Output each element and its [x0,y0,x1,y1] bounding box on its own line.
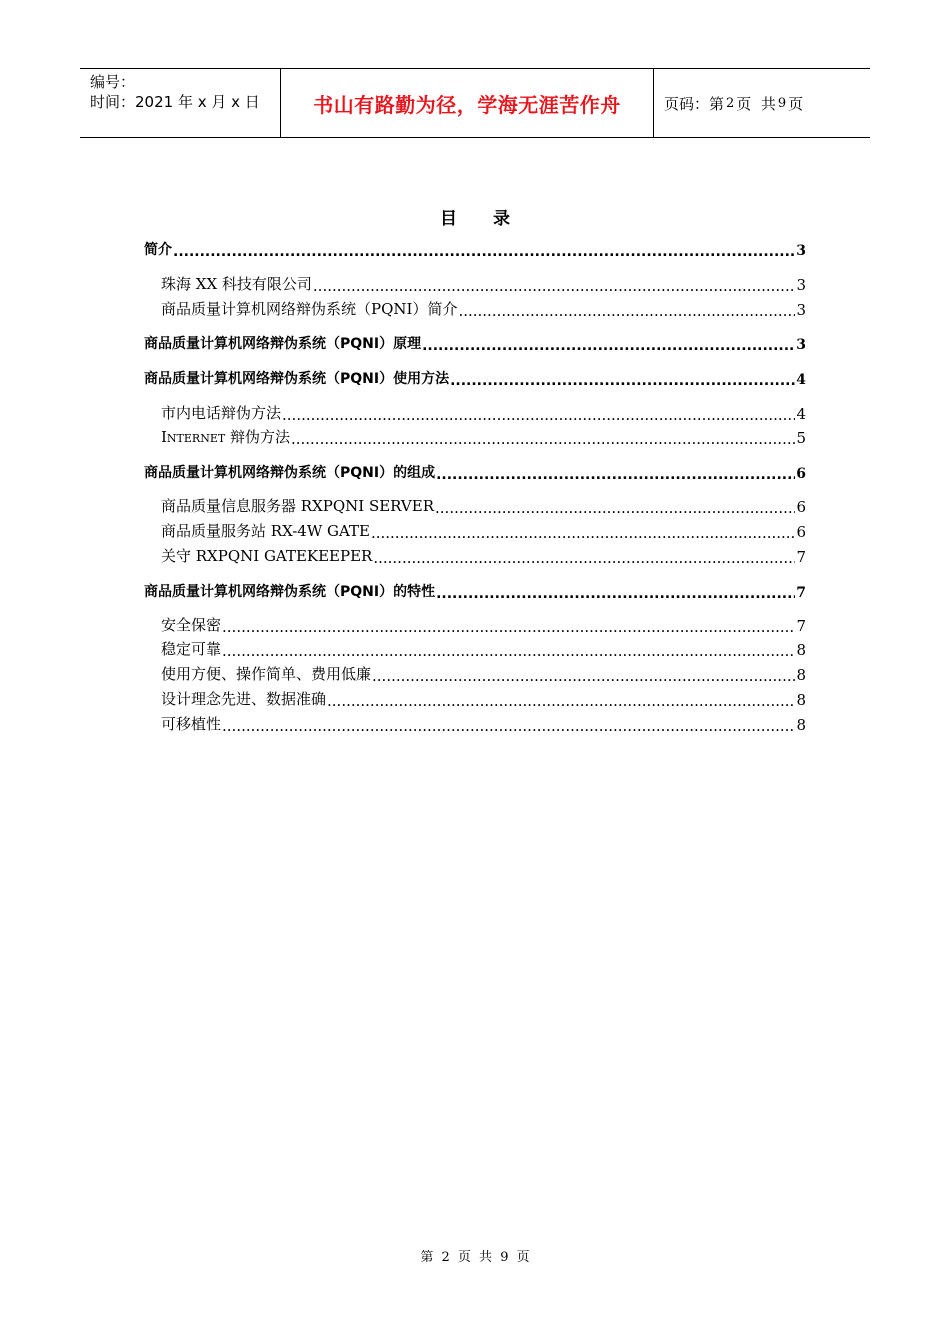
toc-entry[interactable] [161,519,806,541]
toc-leader-dots [313,279,796,294]
toc-entry-page: 3 [796,243,806,259]
toc-leader-dots [282,408,795,423]
toc-entry-text: 使用方便、操作简单、费用低廉 [161,665,372,683]
toc-entry-text: 商品质量信息服务器 RXPQNI SERVER [161,497,435,515]
toc-entry-page: 8 [796,691,806,709]
toc-entry-page: 7 [796,617,806,635]
toc-leader-dots [222,620,795,635]
toc-entry-page: 3 [796,276,806,294]
toc-leader-dots [436,468,795,482]
toc-leader-dots [458,304,795,319]
toc-entry-text: 商品质量计算机网络辩伪系统（PQNI）的特性 [144,584,436,600]
toc-entry[interactable] [144,460,806,482]
toc-title: 目录 [440,209,546,229]
toc-leader-dots [371,526,795,541]
toc-leader-dots [373,551,795,566]
toc-entry-page: 8 [796,666,806,684]
document-time-label: 时间：2021 年 x 月 x 日 [90,93,260,111]
page-suffix: 页 [788,94,804,113]
toc-entry-text: 稳定可靠 [161,640,222,658]
toc-leader-dots [450,374,795,388]
toc-entry-page: 4 [796,372,806,388]
toc-entry-text: 安全保密 [161,616,222,634]
toc-entry[interactable] [144,237,806,259]
toc-entry[interactable] [161,401,806,423]
page-current: 2 [726,95,735,111]
toc-leader-dots [291,432,795,447]
toc-entry-text: 可移植性 [161,715,222,733]
toc-entry-page: 3 [796,301,806,319]
header-motto-cell [281,69,654,137]
toc-entry[interactable] [161,425,806,447]
toc-entry[interactable] [161,662,806,684]
toc-entry-text: 商品质量计算机网络辩伪系统（PQNI）的组成 [144,465,436,481]
page-prefix: 页码：第 [664,94,725,113]
toc-leader-dots [422,339,795,353]
toc-entry[interactable] [161,297,806,319]
toc-leader-dots [222,719,795,734]
page-total: 9 [777,95,787,111]
toc-entry-page: 3 [796,337,806,353]
toc-leader-dots [222,644,795,659]
header-page-info [654,69,870,137]
header-meta [80,69,281,137]
page-header [80,68,870,138]
toc-leader-dots [173,245,795,259]
toc-entry-text: 商品质量计算机网络辩伪系统（PQNI）简介 [161,300,458,318]
toc-entry-text: 简介 [144,242,172,258]
toc-leader-dots [436,587,795,601]
toc-entry[interactable] [144,579,806,601]
toc-entry[interactable] [161,712,806,734]
toc-leader-dots [327,694,795,709]
toc-entry[interactable] [144,331,806,353]
toc-entry-page: 6 [796,523,806,541]
toc-entry[interactable] [161,494,806,516]
toc-entry-page: 5 [796,429,806,447]
toc-entry-text: 商品质量计算机网络辩伪系统（PQNI）原理 [144,336,422,352]
page-footer: 第 2 页 共 9 页 [420,1250,530,1265]
page-mid: 页 共 [736,94,776,113]
header-motto: 书山有路勤为径，学海无涯苦作舟 [313,92,621,117]
toc-entry-page: 7 [796,548,806,566]
toc-entry-text: 商品质量服务站 RX-4W GATE [161,522,370,540]
toc-entry-page: 8 [796,641,806,659]
toc-entry-page: 6 [796,498,806,516]
toc-entry-page: 4 [796,405,806,423]
toc-entry[interactable] [161,637,806,659]
toc-entry[interactable] [144,366,806,388]
toc-entry[interactable] [161,687,806,709]
toc-entry-text: Internet 辩伪方法 [161,428,290,446]
toc-entry-text: 关守 RXPQNI GATEKEEPER [161,547,373,565]
toc-leader-dots [372,669,795,684]
toc-entry[interactable] [161,544,806,566]
toc-entry-text: 市内电话辩伪方法 [161,404,282,422]
document-number-label: 编号： [90,73,136,91]
toc-leader-dots [435,501,795,516]
toc-entry-page: 8 [796,716,806,734]
toc-entry-text: 设计理念先进、数据准确 [161,690,327,708]
toc-entry-page: 7 [796,585,806,601]
toc-entry-text: 珠海 XX 科技有限公司 [161,275,312,293]
toc-entry[interactable] [161,613,806,635]
toc-entry[interactable] [161,272,806,294]
toc-entry-page: 6 [796,466,806,482]
toc-entry-text: 商品质量计算机网络辩伪系统（PQNI）使用方法 [144,371,450,387]
